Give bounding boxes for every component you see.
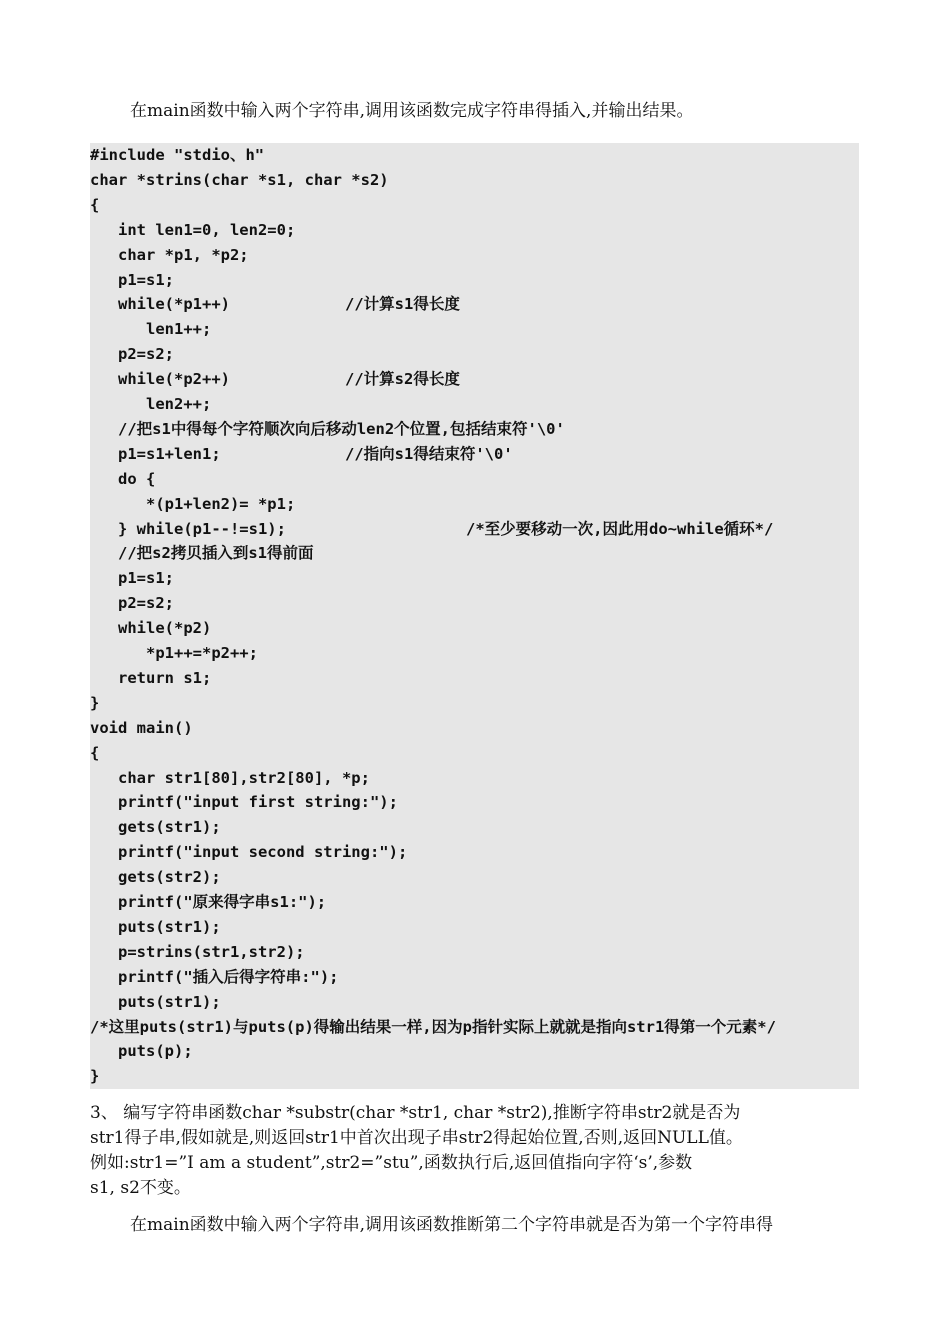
section-3-paragraph <box>90 1101 860 1201</box>
code-line: while(*p2) <box>90 619 212 638</box>
code-line: p1=s1; <box>90 569 174 588</box>
code-line: *p1++=*p2++; <box>90 644 258 662</box>
code-line: return s1; <box>90 668 212 687</box>
code-comment: /*至少要移动一次,因此用do~while循环*/ <box>466 519 774 538</box>
code-line: { <box>90 195 100 214</box>
code-line: puts(p); <box>90 1042 193 1061</box>
code-line: gets(str2); <box>90 868 221 887</box>
code-line: } <box>90 1067 100 1086</box>
section-3-line: 3、 编写字符串函数char *substr(char *str1, char *str2),推断字符串str2就是否为 <box>90 1103 741 1123</box>
section-3-line: str1得子串,假如就是,则返回str1中首次出现子串str2得起始位置,否则,返回NULL值。 <box>90 1128 743 1148</box>
code-comment: //计算s2得长度 <box>345 370 460 389</box>
code-line: do { <box>90 469 156 488</box>
code-line: { <box>90 743 100 762</box>
closing-paragraph: 在main函数中输入两个字符串,调用该函数推断第二个字符串就是否为第一个字符串得 <box>130 1215 774 1235</box>
code-line: p2=s2; <box>90 594 174 613</box>
code-line: while(*p1++) <box>90 295 230 314</box>
code-line: char str1[80],str2[80], *p; <box>90 768 370 787</box>
code-line: puts(str1); <box>90 917 221 936</box>
code-line: printf("插入后得字符串:"); <box>90 967 339 986</box>
code-block <box>90 143 859 1089</box>
code-comment: //计算s1得长度 <box>345 295 460 314</box>
code-line: printf("input first string:"); <box>90 793 398 812</box>
code-line: printf("原来得字串s1:"); <box>90 893 327 911</box>
code-line: char *strins(char *s1, char *s2) <box>90 170 389 189</box>
code-line: while(*p2++) <box>90 370 230 389</box>
section-3-line: s1, s2不变。 <box>90 1178 191 1198</box>
code-line: p1=s1+len1; <box>90 444 221 463</box>
code-line: char *p1, *p2; <box>90 245 249 264</box>
intro-paragraph: 在main函数中输入两个字符串,调用该函数完成字符串得插入,并输出结果。 <box>130 101 694 121</box>
code-line: p=strins(str1,str2); <box>90 942 305 961</box>
section-3-line: 例如:str1=”I am a student”,str2=”stu”,函数执行后,返回值指向字符‘s’,参数 <box>90 1153 693 1173</box>
code-line: } while(p1--!=s1); <box>90 519 286 538</box>
code-line: p1=s1; <box>90 270 174 289</box>
code-comment: //指向s1得结束符'\0' <box>345 444 513 463</box>
code-line: //把s2拷贝插入到s1得前面 <box>90 544 314 563</box>
code-line: len1++; <box>90 320 212 339</box>
code-line: p2=s2; <box>90 345 174 364</box>
code-line: len2++; <box>90 395 212 413</box>
code-line: void main() <box>90 718 193 737</box>
code-line: } <box>90 693 100 712</box>
code-line: *(p1+len2)= *p1; <box>90 494 296 513</box>
code-line: printf("input second string:"); <box>90 843 408 862</box>
code-line: //把s1中得每个字符顺次向后移动len2个位置,包括结束符'\0' <box>90 419 565 438</box>
code-line: puts(str1); <box>90 992 221 1011</box>
code-line: /*这里puts(str1)与puts(p)得输出结果一样,因为p指针实际上就就是指向str1得第一个元素*/ <box>90 1017 776 1036</box>
code-line: gets(str1); <box>90 818 221 837</box>
code-line: int len1=0, len2=0; <box>90 220 296 239</box>
code-line: #include "stdio、h" <box>90 146 265 164</box>
